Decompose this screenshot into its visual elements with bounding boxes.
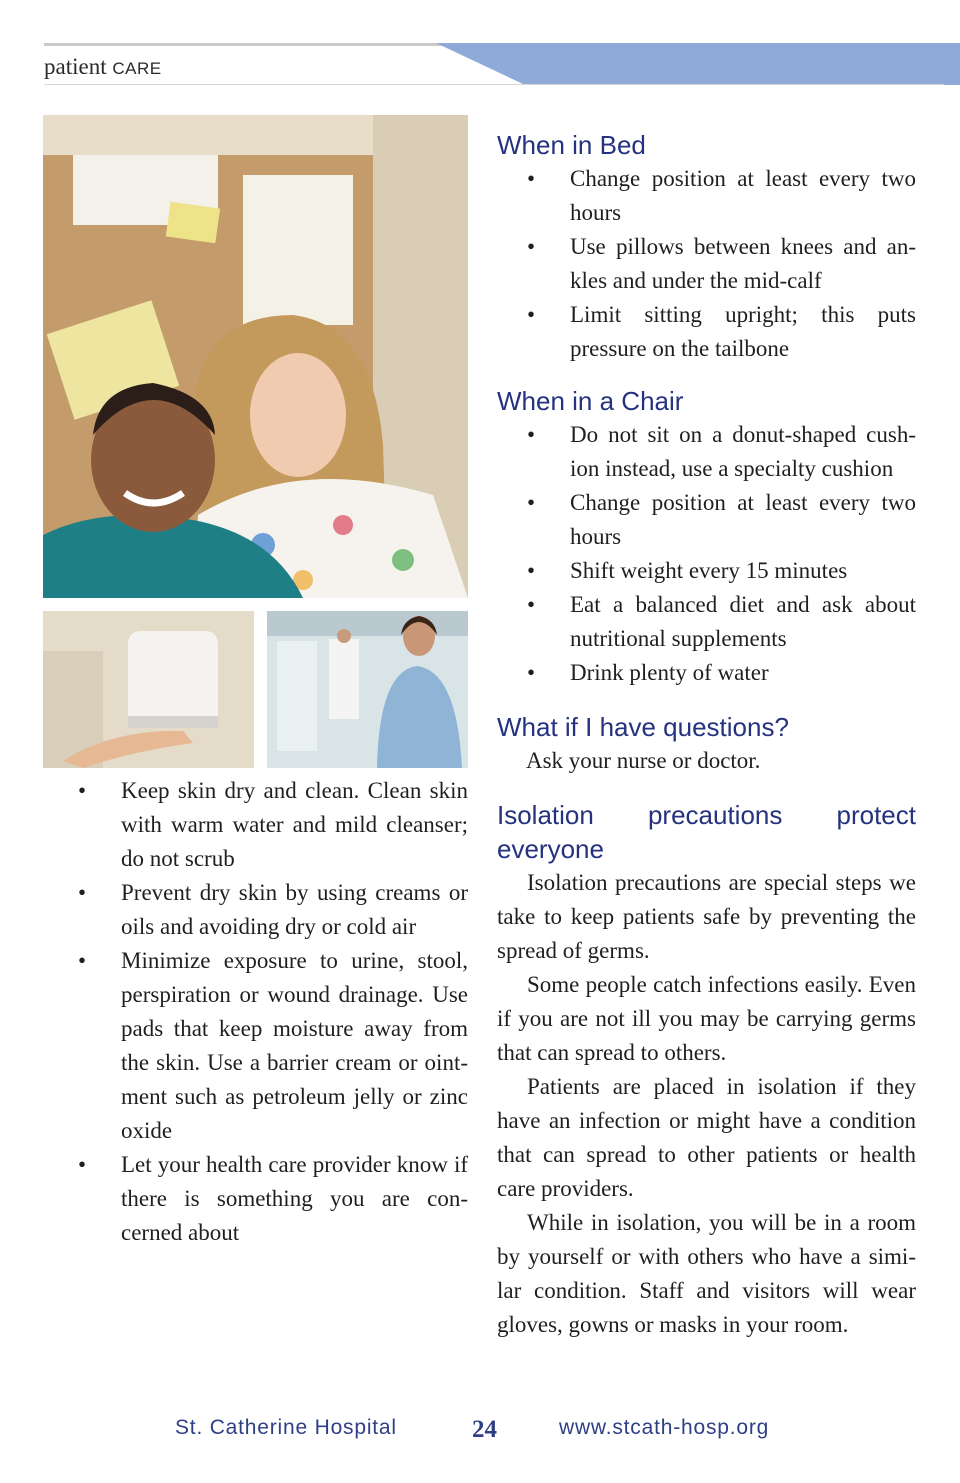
list-item-text: Eat a balanced diet and ask about nutritional supplements [570,592,916,651]
header-rule [44,43,444,46]
list-item [497,486,916,554]
heading-isolation: Isolation precautions protect everyone [497,800,916,864]
hand-sanitizer-photo [43,611,254,768]
list-item [78,1148,468,1250]
list-item-text: Let your health care provider know if there is something you are con-cerned about [121,1152,468,1245]
chair-list [497,418,916,690]
list-item [497,298,916,366]
main-photo [43,115,468,598]
footer-website-link[interactable]: www.stcath-hosp.org [559,1416,770,1439]
list-item [497,656,916,690]
footer-hospital-name: St. Catherine Hospital [175,1416,397,1439]
bullet-icon: • [527,592,536,617]
right-column [497,128,916,1342]
list-item [497,588,916,656]
bullet-icon: • [78,948,87,973]
list-item-text: Prevent dry skin by using creams or oils and avoiding dry or cold air [121,880,468,939]
list-item [78,876,468,944]
list-item-text: Change position at least every two hours [570,166,916,225]
bullet-icon: • [527,166,536,191]
skin-care-list [78,774,468,1250]
bullet-icon: • [527,490,536,515]
isolation-paragraph: Isolation precautions are special steps we take to keep patients safe by preventing the spread of germs. [497,870,916,963]
bullet-icon: • [527,558,536,583]
list-item-text: Change position at least every two hours [570,490,916,549]
list-item [497,554,916,588]
list-item [497,418,916,486]
bullet-icon: • [527,422,536,447]
section-title-caps: CARE [112,59,162,78]
bullet-icon: • [78,778,87,803]
list-item [78,944,468,1148]
list-item-text: Keep skin dry and clean. Clean skin with warm water and mild cleanser; do not scrub [121,778,468,871]
page-number: 24 [472,1416,497,1443]
nurse-photo [267,611,468,768]
list-item [497,162,916,230]
bullet-icon: • [527,660,536,685]
header-underline [44,84,944,85]
list-item-text: Limit sitting upright; this puts pressure on the tailbone [570,302,916,361]
list-item-text: Drink plenty of water [570,660,769,685]
isolation-paragraph: Patients are placed in isolation if they have an infection or might have a condition that can spread to other patients or health care providers. [497,1074,916,1201]
list-item-text: Use pillows between knees and an-kles and under the mid-calf [570,234,916,293]
list-item-text: Do not sit on a donut-shaped cush-ion instead, use a specialty cushion [570,422,916,481]
heading-when-in-bed: When in Bed [497,130,646,160]
isolation-paragraph: While in isolation, you will be in a room by yourself or with others who have a simi-lar condition. Staff and visitors will wear gloves, gowns or masks in your room. [497,1210,916,1337]
list-item-text: Shift weight every 15 minutes [570,558,848,583]
heading-when-in-chair: When in a Chair [497,386,684,416]
list-item-text: Minimize exposure to urine, stool, perspiration or wound drainage. Use pads that keep moisture away from the skin. Use a barrier cream or oint-ment such as petroleum jelly or zinc oxide [121,948,468,1143]
bullet-icon: • [527,302,536,327]
list-item [78,774,468,876]
heading-questions: What if I have questions? [497,712,789,742]
isolation-paragraph: Some people catch infections easily. Even if you are not ill you may be carrying germs that can spread to others. [497,972,916,1065]
bullet-icon: • [78,880,87,905]
section-title [44,54,162,80]
bullet-icon: • [527,234,536,259]
questions-answer: Ask your nurse or doctor. [526,748,761,773]
header-accent-band [436,43,960,85]
section-title-word: patient [44,54,107,79]
bullet-icon: • [78,1152,87,1177]
bed-list [497,162,916,366]
list-item [497,230,916,298]
